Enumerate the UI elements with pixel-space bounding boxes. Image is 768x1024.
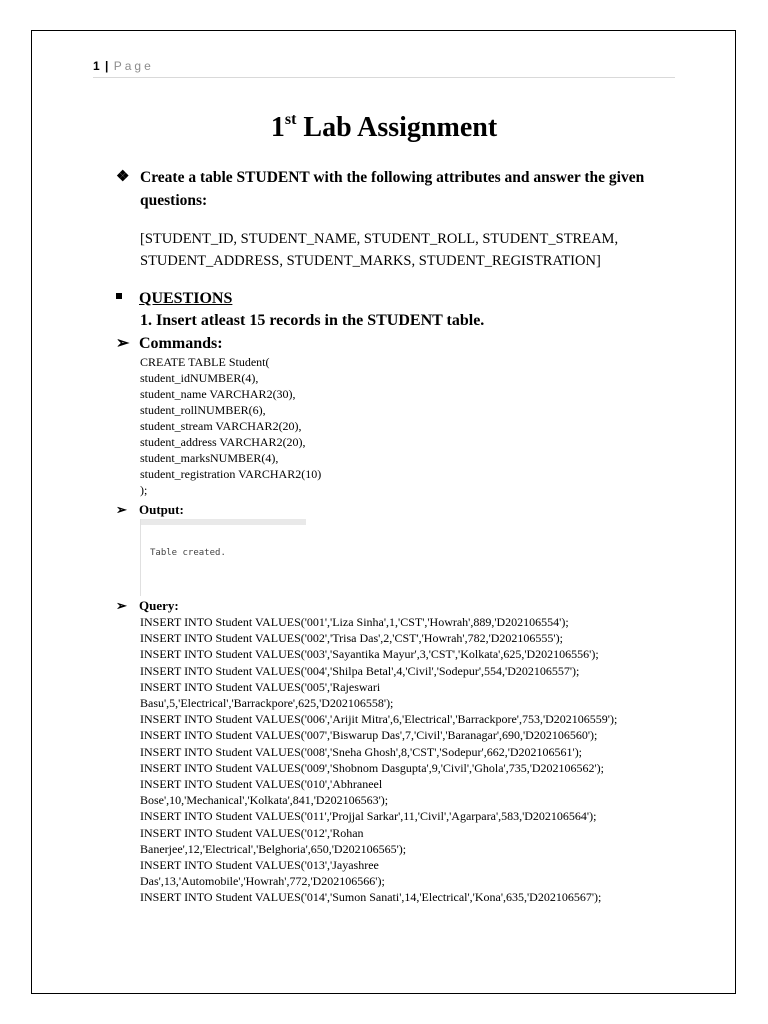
query-heading <box>116 597 179 615</box>
query-line: Das',13,'Automobile','Howrah',772,'D202106566'); <box>140 874 385 889</box>
diamond-bullet-icon: ❖ <box>116 169 130 185</box>
questions-label: QUESTIONS <box>139 290 233 307</box>
output-screenshot <box>140 519 306 596</box>
document-title <box>0 110 768 146</box>
title-superscript: st <box>284 111 297 128</box>
code-line: student_idNUMBER(4), <box>140 371 259 385</box>
output-message: Table created. <box>150 548 226 558</box>
attribute-line: [STUDENT_ID, STUDENT_NAME, STUDENT_ROLL, STUDENT_STREAM, <box>140 231 619 247</box>
code-line: student_address VARCHAR2(20), <box>140 435 306 449</box>
arrow-bullet-icon: ➢ <box>116 598 127 613</box>
query-line: Banerjee',12,'Electrical','Belghoria',650,'D202106565'); <box>140 841 407 856</box>
task-text: Create a table STUDENT with the following attributes and answer the given questions: <box>140 169 645 209</box>
task-instruction <box>116 166 676 212</box>
arrow-bullet-icon: ➢ <box>116 502 127 517</box>
title-number: 1 <box>270 112 285 143</box>
query-line: INSERT INTO Student VALUES('010','Abhraneel <box>140 777 383 792</box>
code-line: ); <box>140 483 148 497</box>
query-line: INSERT INTO Student VALUES('005','Rajeswari <box>140 679 381 694</box>
questions-heading <box>116 288 232 310</box>
header-separator: | <box>105 59 109 73</box>
query-label: Query: <box>139 598 179 613</box>
query-line: INSERT INTO Student VALUES('008','Sneha Ghosh',8,'CST','Sodepur',662,'D202106561'); <box>140 744 583 759</box>
output-label: Output: <box>139 502 184 517</box>
code-line: student_registration VARCHAR2(10) <box>140 467 322 481</box>
question-one: 1. Insert atleast 15 records in the STUDENT table. <box>140 312 485 329</box>
attribute-list <box>140 228 700 272</box>
query-line: INSERT INTO Student VALUES('012','Rohan <box>140 825 364 840</box>
arrow-bullet-icon: ➢ <box>116 335 130 352</box>
query-line: INSERT INTO Student VALUES('006','Arijit Mitra',6,'Electrical','Barrackpore',753,'D202106559'); <box>140 712 618 727</box>
query-line: INSERT INTO Student VALUES('002','Trisa Das',2,'CST','Howrah',782,'D202106555'); <box>140 631 563 646</box>
commands-heading <box>116 333 223 355</box>
code-line: CREATE TABLE Student( <box>140 355 270 369</box>
page-number: 1 <box>93 59 100 73</box>
query-line: INSERT INTO Student VALUES('009','Shobnom Dasgupta',9,'Civil','Ghola',735,'D202106562'); <box>140 760 605 775</box>
attribute-line: STUDENT_ADDRESS, STUDENT_MARKS, STUDENT_REGISTRATION] <box>140 253 601 269</box>
query-line: INSERT INTO Student VALUES('003','Sayantika Mayur',3,'CST','Kolkata',625,'D202106556'); <box>140 647 599 662</box>
code-line: student_stream VARCHAR2(20), <box>140 419 302 433</box>
commands-label: Commands: <box>139 335 223 352</box>
page-label: Page <box>113 59 154 73</box>
title-text: Lab Assignment <box>296 112 498 143</box>
query-line: INSERT INTO Student VALUES('007','Biswarup Das',7,'Civil','Baranagar',690,'D202106560'); <box>140 728 598 743</box>
query-line: INSERT INTO Student VALUES('014','Sumon Sanati',14,'Electrical','Kona',635,'D202106567'); <box>140 890 602 905</box>
code-line: student_name VARCHAR2(30), <box>140 387 296 401</box>
query-line: INSERT INTO Student VALUES('011','Projjal Sarkar',11,'Civil','Agarpara',583,'D202106564'); <box>140 809 597 824</box>
create-table-code <box>140 354 321 498</box>
code-line: student_rollNUMBER(6), <box>140 403 266 417</box>
query-line: INSERT INTO Student VALUES('001','Liza Sinha',1,'CST','Howrah',889,'D202106554'); <box>140 615 569 629</box>
output-heading <box>116 501 184 519</box>
insert-queries <box>140 614 617 906</box>
square-bullet-icon <box>116 293 122 299</box>
query-line: Basu',5,'Electrical','Barrackpore',625,'D202106558'); <box>140 696 394 711</box>
code-line: student_marksNUMBER(4), <box>140 451 279 465</box>
query-line: INSERT INTO Student VALUES('004','Shilpa Betal',4,'Civil','Sodepur',554,'D202106557'); <box>140 663 580 678</box>
output-toolbar <box>141 519 306 525</box>
page-header <box>93 59 675 78</box>
query-line: Bose',10,'Mechanical','Kolkata',841,'D202106563'); <box>140 793 389 808</box>
query-line: INSERT INTO Student VALUES('013','Jayashree <box>140 858 379 873</box>
